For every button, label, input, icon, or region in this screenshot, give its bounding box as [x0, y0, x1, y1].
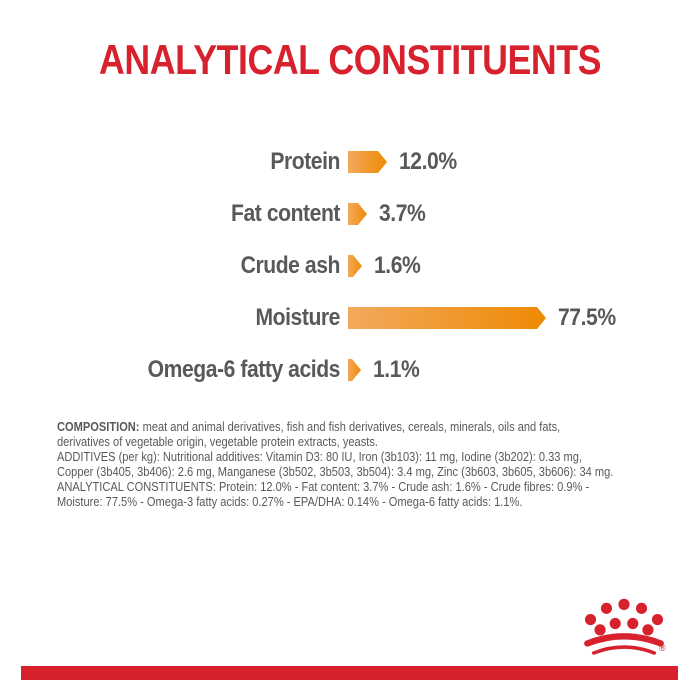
- chart-row-fat-content: [0, 188, 700, 240]
- bar-moisture: [348, 307, 546, 329]
- chart-row-protein: [0, 136, 700, 188]
- category-label-fat-content: Fat content: [231, 200, 340, 227]
- value-label-protein: 12.0%: [399, 148, 457, 175]
- analytical-constituents-line: Moisture: 77.5% - Omega-3 fatty acids: 0.27% - EPA/DHA: 0.14% - Omega-6 fatty acids: 1.1%.: [57, 495, 523, 509]
- analytical-constituents-chart: [0, 136, 700, 396]
- royal-canin-crown-logo-icon: [584, 598, 664, 657]
- additives-line: Copper (3b405, 3b406): 2.6 mg, Manganese (3b502, 3b503, 3b504): 3.4 mg, Zinc (3b603, 3b605, 3b606): 34 mg.: [57, 465, 614, 479]
- value-label-moisture: 77.5%: [558, 304, 616, 331]
- category-label-protein: Protein: [270, 148, 340, 175]
- chart-row-moisture: [0, 292, 700, 344]
- chart-row-crude-ash: [0, 240, 700, 292]
- bar-omega6: [348, 359, 361, 381]
- bar-fat-content: [348, 203, 367, 225]
- composition-line: COMPOSITION: meat and animal derivatives, fish and fish derivatives, cereals, minerals, oils and fats,: [57, 420, 561, 434]
- category-label-crude-ash: Crude ash: [240, 252, 340, 279]
- composition-text-block: [57, 420, 613, 510]
- red-bottom-stripe: [21, 666, 678, 680]
- page-title: ANALYTICAL CONSTITUENTS: [99, 36, 601, 83]
- category-label-omega6: Omega-6 fatty acids: [147, 356, 340, 383]
- bar-crude-ash: [348, 255, 362, 277]
- composition-line: derivatives of vegetable origin, vegetable protein extracts, yeasts.: [57, 435, 378, 449]
- value-label-fat-content: 3.7%: [379, 200, 426, 227]
- bar-protein: [348, 151, 387, 173]
- registered-trademark-symbol: ®: [659, 643, 666, 653]
- analytical-constituents-line: ANALYTICAL CONSTITUENTS: Protein: 12.0% - Fat content: 3.7% - Crude ash: 1.6% - Crude fibres: 0.9% -: [57, 480, 590, 494]
- chart-row-omega6: [0, 344, 700, 396]
- value-label-omega6: 1.1%: [373, 356, 420, 383]
- category-label-moisture: Moisture: [255, 304, 340, 331]
- additives-line: ADDITIVES (per kg): Nutritional additives: Vitamin D3: 80 IU, Iron (3b103): 11 mg, Iodine (3b202): 0.33 mg,: [57, 450, 583, 464]
- composition-heading: COMPOSITION:: [57, 420, 140, 434]
- value-label-crude-ash: 1.6%: [374, 252, 421, 279]
